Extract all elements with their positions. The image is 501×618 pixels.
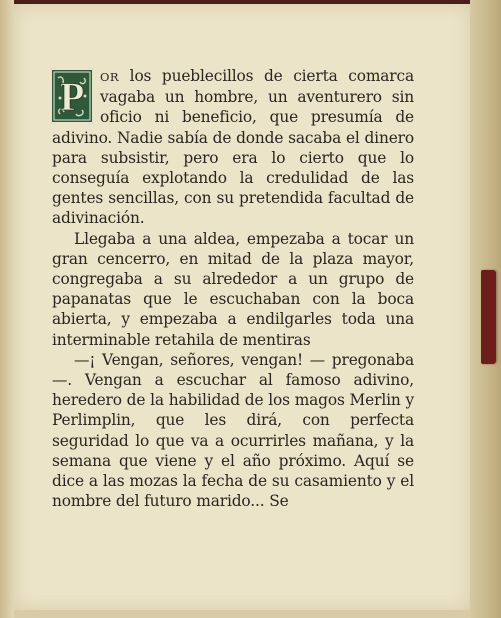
paragraph-2: Llegaba a una aldea, empezaba a tocar un gran cencerro, en mitad de la plaza mayor, congregaba a su alrededor a un grupo de papanatas que le escuchaban con la boca abierta, y empezaba a endilgarles toda una interminable retahila de mentiras [52, 229, 414, 349]
paragraph-1 [52, 66, 414, 229]
first-word-rest: OR [100, 70, 120, 84]
bookmark-ribbon [481, 270, 496, 364]
paragraph-3: —¡ Vengan, señores, vengan! — pregonaba—. Vengan a escuchar al famoso adivino, heredero de la habilidad de los magos Merlin y Perlimplin, que les dirá, con perfecta seguridad lo que va a ocurrirles mañana, y la semana que viene y el año próximo. Aquí se dice a las mozas la fecha de su casamiento y el nombre del futuro marido... Se [52, 350, 414, 511]
drop-cap-letter: P [59, 74, 85, 119]
paragraph-1-text: los pueblecillos de cierta comarca vagaba un hombre, un aventurero sin oficio ni beneficio, que presumía de adivino. Nadie sabía de donde sacaba el dinero para subsistir, pero era lo cierto que lo conseguía explotando la credulidad de las gentes sencillas, con su pretendida facultad de adivinación. [52, 67, 414, 228]
page-left-edge [0, 0, 14, 618]
drop-cap-icon [52, 70, 92, 122]
page-text [52, 66, 414, 511]
